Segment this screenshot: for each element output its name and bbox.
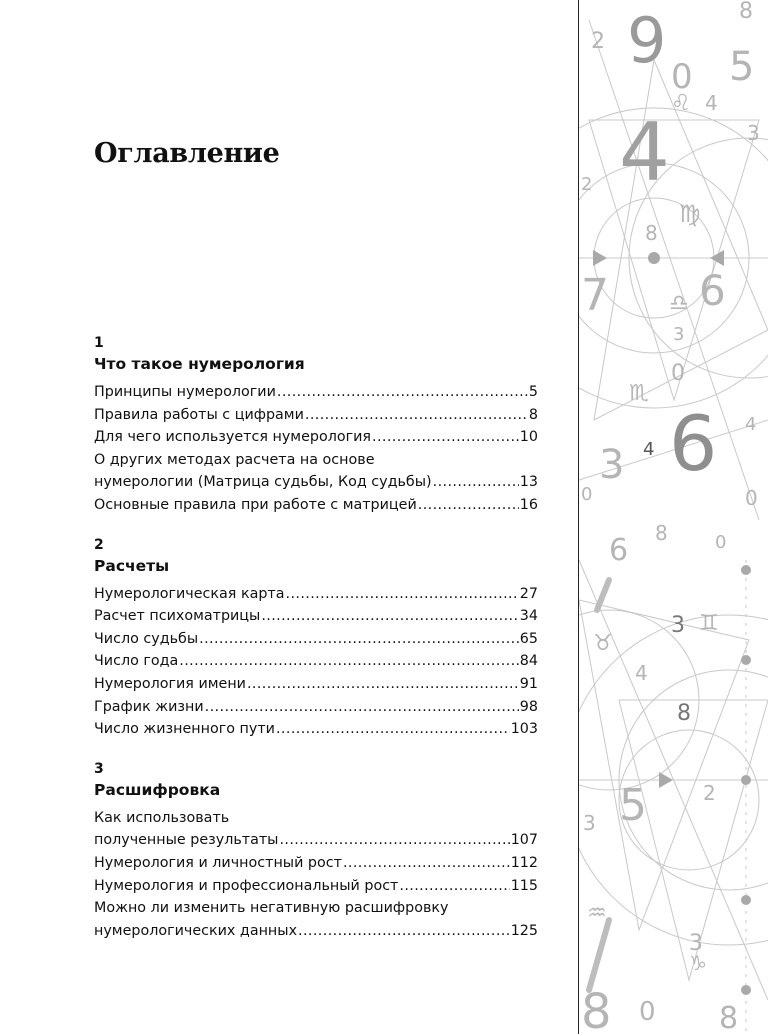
entry-page: 103 xyxy=(510,721,538,738)
entry-label: Для чего используется нумерология xyxy=(94,429,372,446)
svg-text:2: 2 xyxy=(591,29,605,54)
svg-text:8: 8 xyxy=(645,221,658,245)
svg-text:6: 6 xyxy=(609,533,629,568)
entry-label: Число судьбы xyxy=(94,630,199,647)
svg-text:3: 3 xyxy=(747,121,760,145)
dot-leader xyxy=(204,696,519,719)
toc-entry[interactable] xyxy=(94,628,538,651)
entry-label: О других методах расчета на основе xyxy=(94,451,375,468)
toc-entry[interactable] xyxy=(94,605,538,628)
toc-entry[interactable] xyxy=(94,426,538,449)
entry-page: 10 xyxy=(519,429,538,446)
dot-leader xyxy=(198,628,519,651)
dot-leader xyxy=(275,718,510,741)
entry-page: 125 xyxy=(510,922,538,939)
entry-page: 34 xyxy=(519,608,538,625)
svg-text:0: 0 xyxy=(671,361,685,386)
svg-text:4: 4 xyxy=(619,106,670,199)
dot-leader xyxy=(398,875,509,898)
svg-text:6: 6 xyxy=(699,266,726,315)
entry-page: 27 xyxy=(519,585,538,602)
entry-page: 13 xyxy=(519,474,538,491)
dot-leader xyxy=(260,605,518,628)
toc-entry[interactable] xyxy=(94,673,538,696)
entry-label-cont: нумерологии (Матрица судьбы, Код судьбы) xyxy=(94,474,432,491)
toc-entry[interactable] xyxy=(94,404,538,427)
svg-text:2: 2 xyxy=(581,174,593,195)
entry-label: Нумерологическая карта xyxy=(94,585,285,602)
svg-text:8: 8 xyxy=(719,1001,739,1034)
entry-page: 112 xyxy=(510,854,538,871)
entry-page: 115 xyxy=(510,877,538,894)
toc-entry[interactable] xyxy=(94,449,538,494)
entry-label: Число жизненного пути xyxy=(94,721,275,738)
svg-text:3: 3 xyxy=(599,442,625,488)
section-title: Расчеты xyxy=(94,556,170,575)
entry-label: Нумерология имени xyxy=(94,675,246,692)
entry-label-cont: нумерологических данных xyxy=(94,922,298,939)
svg-text:6: 6 xyxy=(669,399,718,488)
svg-text:♉: ♉ xyxy=(593,631,613,656)
svg-text:7: 7 xyxy=(581,270,609,321)
section-number: 1 xyxy=(94,335,104,351)
entry-label: Нумерология и личностный рост xyxy=(94,854,342,871)
svg-text:♊: ♊ xyxy=(699,611,719,636)
toc-entry[interactable] xyxy=(94,381,538,404)
svg-text:0: 0 xyxy=(671,57,693,97)
svg-text:5: 5 xyxy=(619,780,647,831)
svg-text:♍: ♍ xyxy=(679,200,701,228)
entry-label: Нумерология и профессиональный рост xyxy=(94,877,399,894)
svg-text:0: 0 xyxy=(581,484,593,505)
toc-entry[interactable] xyxy=(94,696,538,719)
svg-text:8: 8 xyxy=(677,701,691,726)
toc-section-3 xyxy=(94,759,538,943)
svg-text:3: 3 xyxy=(689,931,703,956)
svg-text:5: 5 xyxy=(729,44,755,90)
svg-text:8: 8 xyxy=(739,0,753,24)
entry-label: Можно ли изменить негативную расшифровку xyxy=(94,900,449,917)
dot-leader xyxy=(178,650,519,673)
dot-leader xyxy=(371,426,519,449)
dot-leader xyxy=(417,494,519,517)
dot-leader xyxy=(285,583,519,606)
section-number: 2 xyxy=(94,536,104,553)
svg-text:3: 3 xyxy=(673,324,685,345)
toc-entry[interactable] xyxy=(94,852,538,875)
table-of-contents xyxy=(94,333,538,960)
toc-section-2 xyxy=(94,535,538,741)
entry-page: 91 xyxy=(519,675,538,692)
dot-leader xyxy=(297,920,510,943)
toc-entry[interactable] xyxy=(94,718,538,741)
toc-entry[interactable] xyxy=(94,897,538,942)
svg-text:0: 0 xyxy=(715,532,727,553)
dot-leader xyxy=(276,381,528,404)
svg-text:♎: ♎ xyxy=(669,291,689,316)
toc-entry[interactable] xyxy=(94,807,538,852)
entry-page: 5 xyxy=(528,384,538,400)
numerology-decor-illustration xyxy=(579,0,768,1034)
svg-text:♌: ♌ xyxy=(671,91,691,116)
entry-page: 65 xyxy=(519,630,538,647)
dot-leader xyxy=(304,404,528,427)
svg-text:2: 2 xyxy=(703,781,716,805)
numerology-decor-panel xyxy=(579,0,768,1034)
dot-leader xyxy=(432,471,519,494)
section-title: Расшифровка xyxy=(94,780,221,799)
toc-entry[interactable] xyxy=(94,583,538,606)
dot-leader xyxy=(246,673,519,696)
entry-page: 8 xyxy=(528,406,538,423)
entry-page: 107 xyxy=(510,832,538,849)
entry-label: Число года xyxy=(94,653,179,670)
toc-entry[interactable] xyxy=(94,650,538,673)
svg-text:3: 3 xyxy=(583,811,596,835)
toc-section-1 xyxy=(94,333,538,517)
svg-text:♒: ♒ xyxy=(587,901,607,926)
entry-label: Правила работы с цифрами xyxy=(94,406,304,423)
svg-text:3: 3 xyxy=(671,613,685,638)
dot-leader xyxy=(278,829,509,852)
svg-text:9: 9 xyxy=(627,4,667,77)
svg-text:4: 4 xyxy=(745,414,757,435)
svg-text:0: 0 xyxy=(639,997,656,1027)
svg-text:4: 4 xyxy=(643,439,655,460)
svg-text:0: 0 xyxy=(745,486,758,510)
entry-label: Как использовать xyxy=(94,809,230,826)
svg-text:8: 8 xyxy=(581,984,612,1034)
page-title: Оглавление xyxy=(94,138,280,169)
svg-text:4: 4 xyxy=(635,661,648,685)
toc-entry[interactable] xyxy=(94,875,538,898)
svg-text:4: 4 xyxy=(705,91,718,115)
toc-entry[interactable] xyxy=(94,494,538,517)
entry-label: Расчет психоматрицы xyxy=(94,608,261,625)
dot-leader xyxy=(342,852,510,875)
entry-page: 16 xyxy=(519,496,538,513)
entry-label: Принципы нумерологии xyxy=(94,384,276,400)
section-number: 3 xyxy=(94,760,104,777)
svg-text:♏: ♏ xyxy=(629,381,649,406)
decor-digits xyxy=(581,0,760,1034)
entry-label-cont: полученные результаты xyxy=(94,832,279,849)
entry-page: 98 xyxy=(519,698,538,715)
svg-text:8: 8 xyxy=(655,521,668,545)
entry-page: 84 xyxy=(519,653,538,670)
entry-label: График жизни xyxy=(94,698,204,715)
svg-text:♑: ♑ xyxy=(689,951,707,975)
entry-label: Основные правила при работе с матрицей xyxy=(94,496,417,513)
section-title: Что такое нумерология xyxy=(94,355,305,373)
